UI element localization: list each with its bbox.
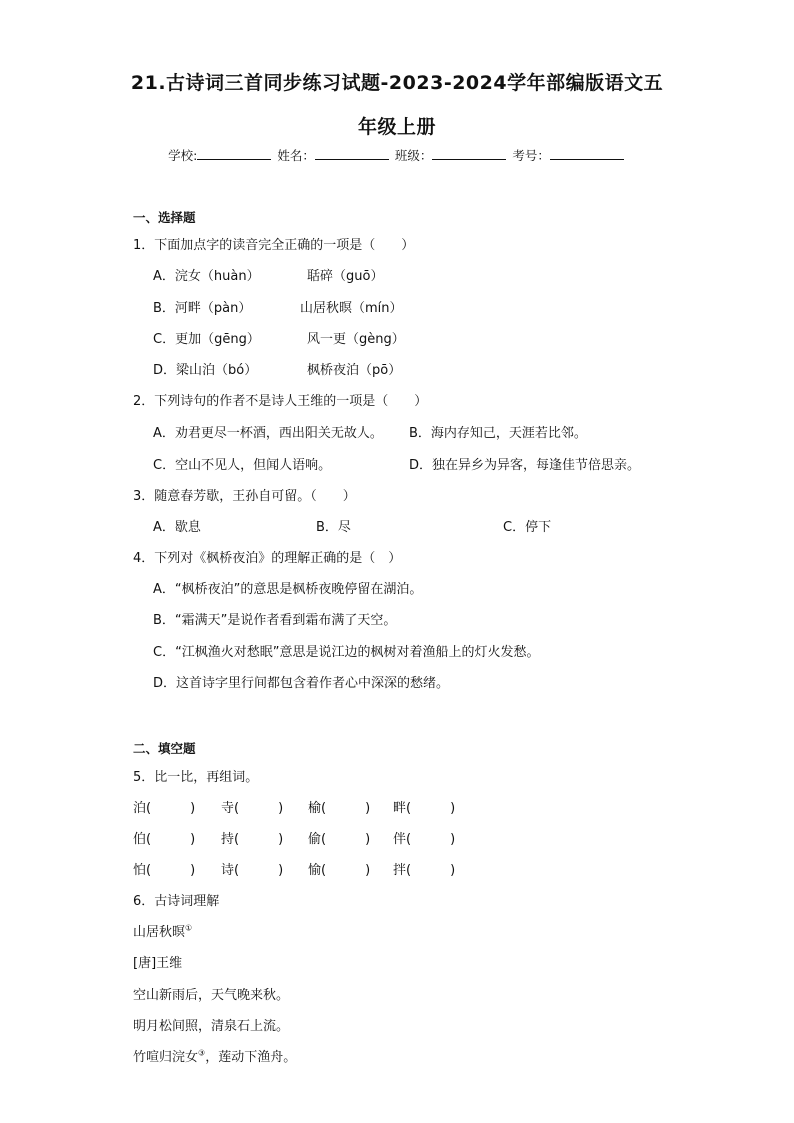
q5-stem: 5．比一比，再组词。 (133, 770, 259, 785)
student-info-row (0, 146, 794, 164)
q4-option-d: D．这首诗字里行间都包含着作者心中深深的愁绪。 (153, 676, 450, 691)
q1-option-b: B．河畔（pàn） (153, 301, 252, 316)
q5-cell: 怕( ) (133, 863, 196, 878)
q5-cell: 伯( ) (133, 832, 196, 847)
q3-option-b: B．尽 (316, 520, 351, 535)
q4-stem: 4．下列对《枫桥夜泊》的理解正确的是（ ） (133, 551, 402, 566)
number-label: 考号： (512, 148, 550, 163)
q1-option-c-2: 风一更（gèng） (307, 332, 405, 347)
poem-title (133, 921, 192, 940)
poem-title-text: 山居秋暝 (133, 925, 186, 940)
q5-cell: 持( ) (221, 832, 284, 847)
name-blank (315, 147, 389, 160)
q5-cell: 寺( ) (221, 801, 284, 816)
q4-option-b: B．“霜满天”是说作者看到霜布满了天空。 (153, 613, 397, 628)
q5-cell: 畔( ) (393, 801, 456, 816)
q5-cell: 拌( ) (393, 863, 456, 878)
poem-line-1: 空山新雨后，天气晚来秋。 (133, 988, 290, 1003)
q1-stem: 1．下面加点字的读音完全正确的一项是（ ） (133, 238, 415, 253)
poem-line-3 (133, 1046, 296, 1065)
q1-option-a: A．浣女（huàn） (153, 269, 260, 284)
footnote-mark-1: ① (185, 923, 193, 933)
q5-cell: 偷( ) (308, 832, 371, 847)
q5-cell: 伴( ) (393, 832, 456, 847)
q2-option-a: A．劝君更尽一杯酒，西出阳关无故人。 (153, 426, 383, 441)
q4-option-c: C．“江枫渔火对愁眠”意思是说江边的枫树对着渔船上的灯火发愁。 (153, 645, 540, 660)
school-blank (197, 147, 271, 160)
q2-option-d: D．独在异乡为异客，每逢佳节倍思亲。 (409, 458, 641, 473)
section-fill-heading: 二、填空题 (133, 741, 196, 756)
poem-line-2: 明月松间照，清泉石上流。 (133, 1019, 290, 1034)
q3-option-c: C．停下 (503, 520, 552, 535)
q5-cell: 诗( ) (221, 863, 284, 878)
q1-option-d-2: 枫桥夜泊（pō） (307, 363, 402, 378)
q1-option-b-2: 山居秋暝（mín） (300, 301, 403, 316)
number-blank (550, 147, 624, 160)
doc-title-line1: 21.古诗词三首同步练习试题-2023-2024学年部编版语文五 (130, 72, 664, 94)
class-blank (432, 147, 506, 160)
footnote-mark-3: ③ (198, 1048, 206, 1058)
school-label: 学校: (168, 148, 198, 163)
q2-option-b: B．海内存知己，天涯若比邻。 (409, 426, 587, 441)
q1-option-d: D．梁山泊（bó） (153, 363, 258, 378)
q1-option-c: C．更加（gēng） (153, 332, 260, 347)
q1-option-a-2: 聒碎（guō） (307, 269, 384, 284)
q3-stem: 3．随意春芳歇，王孙自可留。（ ） (133, 489, 356, 504)
q2-option-c: C．空山不见人，但闻人语响。 (153, 458, 332, 473)
q5-cell: 愉( ) (308, 863, 371, 878)
q3-option-a: A．歇息 (153, 520, 201, 535)
q5-cell: 榆( ) (308, 801, 371, 816)
q4-option-a: A．“枫桥夜泊”的意思是枫桥夜晚停留在湖泊。 (153, 582, 423, 597)
section-choice-heading: 一、选择题 (133, 210, 196, 225)
q6-stem: 6．古诗词理解 (133, 894, 220, 909)
doc-title-line2: 年级上册 (357, 116, 436, 138)
poem-line-3-b: ，莲动下渔舟。 (205, 1050, 297, 1065)
q5-cell: 泊( ) (133, 801, 196, 816)
poem-author: [唐]王维 (133, 956, 183, 971)
q2-stem: 2．下列诗句的作者不是诗人王维的一项是（ ） (133, 394, 428, 409)
name-label: 姓名： (277, 148, 315, 163)
class-label: 班级： (394, 148, 433, 163)
poem-line-3-a: 竹喧归浣女 (133, 1050, 199, 1065)
